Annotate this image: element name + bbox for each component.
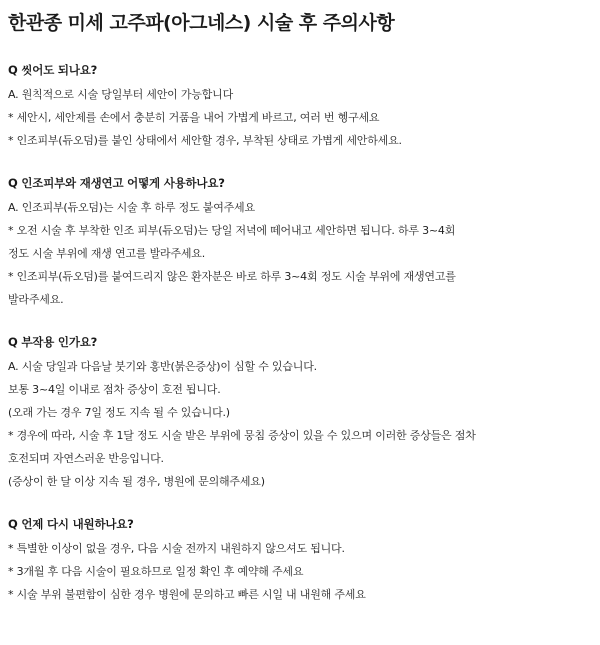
faq-answer-line: * 3개월 후 다음 시술이 필요하므로 일정 확인 후 예약해 주세요 — [8, 565, 304, 578]
faq-answer-line: * 인조피부(듀오덤)를 붙여드리지 않은 환자분은 바로 하루 3~4회 정도 시술 부위에 재생연고를 — [8, 270, 456, 283]
faq-answer-line: * 특별한 이상이 없을 경우, 다음 시술 전까지 내원하지 않으셔도 됩니다. — [8, 542, 345, 555]
faq-answer-line: (오래 가는 경우 7일 정도 지속 될 수 있습니다.) — [8, 406, 230, 419]
faq-answer-line: (증상이 한 달 이상 지속 될 경우, 병원에 문의해주세요) — [8, 475, 265, 488]
faq-question: Q 부작용 인가요? — [8, 335, 98, 349]
faq-question: Q 언제 다시 내원하나요? — [8, 517, 134, 531]
faq-section-revisit — [8, 514, 600, 606]
faq-answer-line: * 시술 부위 불편함이 심한 경우 병원에 문의하고 빠른 시일 내 내원해 주세요 — [8, 588, 366, 601]
faq-answer-line: * 인조피부(듀오덤)를 붙인 상태에서 세안할 경우, 부착된 상태로 가볍게 세안하세요. — [8, 134, 402, 147]
faq-answer-line: A. 인조피부(듀오덤)는 시술 후 하루 정도 붙여주세요 — [8, 201, 255, 214]
faq-answer-line: A. 시술 당일과 다음날 붓기와 홍반(붉은증상)이 심할 수 있습니다. — [8, 360, 317, 373]
faq-question: Q 인조피부와 재생연고 어떻게 사용하나요? — [8, 176, 225, 190]
faq-question: Q 씻어도 되나요? — [8, 63, 98, 77]
faq-answer-line: 정도 시술 부위에 재생 연고를 발라주세요. — [8, 247, 206, 260]
faq-section-dressing — [8, 173, 600, 311]
faq-answer-line: * 세안시, 세안제를 손에서 충분히 거품을 내어 가볍게 바르고, 여러 번 헹구세요 — [8, 111, 380, 124]
page-title: 한관종 미세 고주파(아그네스) 시술 후 주의사항 — [8, 12, 395, 34]
faq-answer-line: 호전되며 자연스러운 반응입니다. — [8, 452, 164, 465]
faq-section-washing — [8, 60, 600, 152]
faq-answer-line: 발라주세요. — [8, 293, 64, 306]
faq-answer-line: 보통 3~4일 이내로 점차 증상이 호전 됩니다. — [8, 383, 221, 396]
faq-answer-line: A. 원칙적으로 시술 당일부터 세안이 가능합니다 — [8, 88, 234, 101]
faq-answer-line: * 오전 시술 후 부착한 인조 피부(듀오덤)는 당일 저녁에 떼어내고 세안하면 됩니다. 하루 3~4회 — [8, 224, 456, 237]
faq-answer-line: * 경우에 따라, 시술 후 1달 정도 시술 받은 부위에 뭉침 증상이 있을 수 있으며 이러한 증상들은 점차 — [8, 429, 476, 442]
faq-section-side-effects — [8, 332, 600, 493]
